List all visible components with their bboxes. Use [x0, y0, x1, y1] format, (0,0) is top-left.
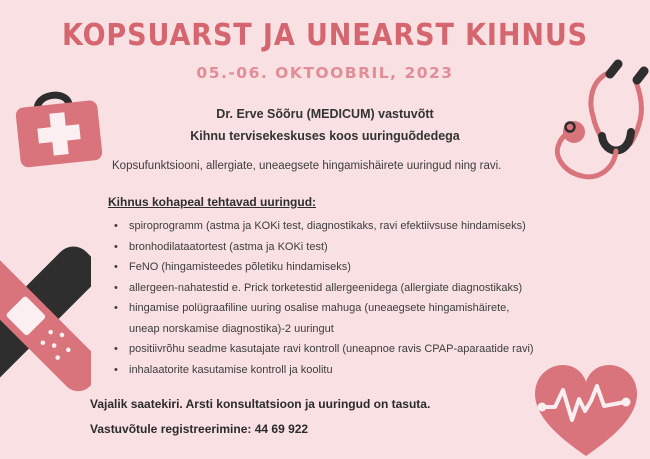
list-item: • spiroprogramm (astma ja KOKi test, diagnostikaks, ravi efektiivsuse hindamiseks) — [112, 216, 542, 237]
list-item: • FeNO (hingamisteedes põletiku hindamiseks) — [112, 257, 542, 278]
event-date: 05.-06. OKTOOBRIL, 2023 — [196, 64, 454, 82]
description-line: Kopsufunktsiooni, allergiate, uneaegsete hingamishäirete uuringud ning ravi. — [112, 160, 502, 172]
list-item: • hingamise polügraafiline uuring osalise mahuga (uneaegsete hingamishäirete, uneap norskamise diagnostika)-2 uuringut — [112, 298, 542, 339]
crossed-bandages-icon — [0, 236, 91, 396]
exam-list-heading: Kihnus kohapeal tehtavad uuringud: — [108, 195, 317, 209]
intro-block — [0, 103, 650, 147]
heart-ekg-icon — [525, 356, 647, 459]
exam-list — [112, 216, 542, 380]
referral-note: Vajalik saatekiri. Arsti konsultatsioon ja uuringud on tasuta. — [90, 397, 431, 411]
doctor-line: Dr. Erve Sõõru (MEDICUM) vastuvõtt — [216, 107, 434, 121]
list-item: • positiivrõhu seadme kasutajate ravi kontroll (uneapnoe ravis CPAP-aparaatide ravi) — [112, 339, 542, 360]
registration-phone-line: Vastuvõtule registreerimine: 44 69 922 — [90, 422, 309, 436]
list-item: • bronhodilataatortest (astma ja KOKi test) — [112, 237, 542, 258]
location-line: Kihnu tervisekeskuses koos uuringuõdedega — [190, 129, 460, 143]
list-item: • inhalaatorite kasutamise kontroll ja koolitu — [112, 360, 542, 381]
list-item: • allergeen-nahatestid e. Prick torketestid allergeenidega (allergiate diagnostikaks) — [112, 278, 542, 299]
poster-title: KOPSUARST JA UNEARST KIHNUS — [61, 18, 589, 53]
